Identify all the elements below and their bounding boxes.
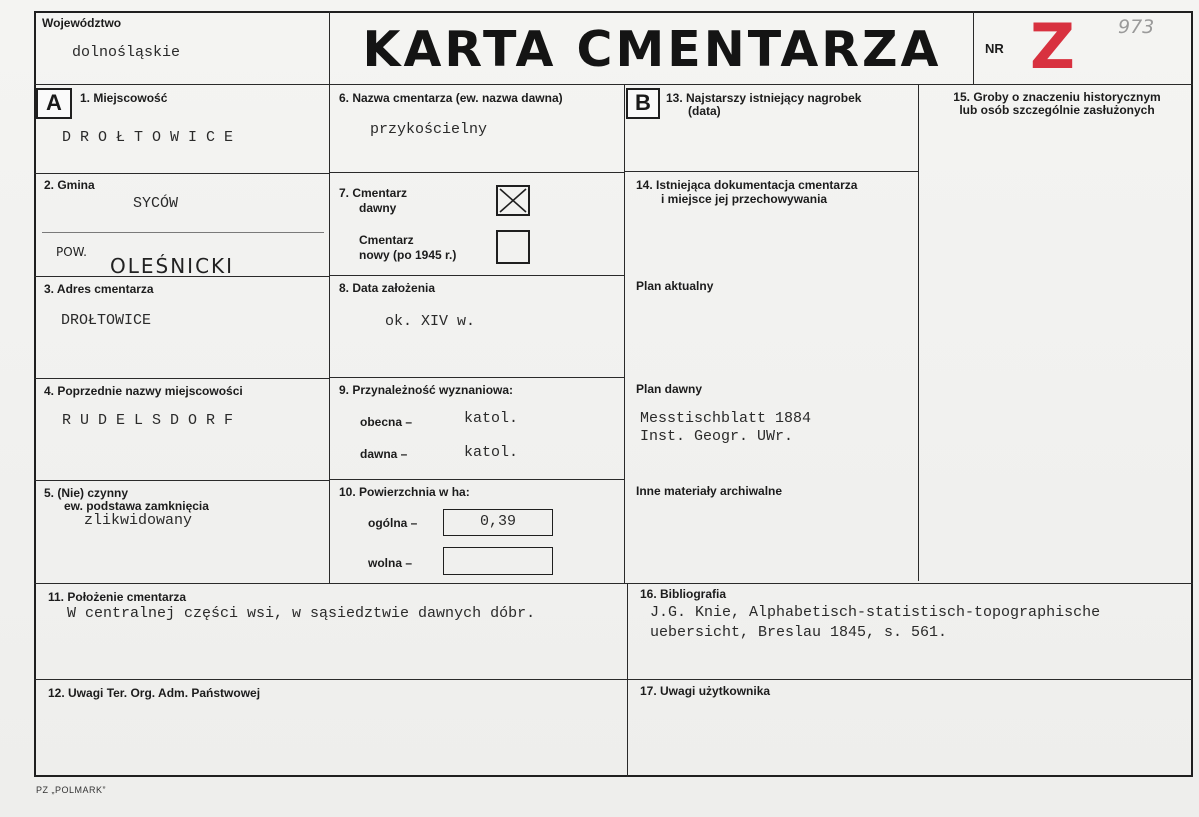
col-divider-2 (624, 84, 625, 583)
page-title: KARTA CMENTARZA (362, 21, 942, 78)
f13-label-2: (data) (688, 104, 721, 118)
header-divider-2 (973, 11, 974, 84)
f11-label: 11. Położenie cmentarza (48, 590, 187, 604)
f17-label: 17. Uwagi użytkownika (640, 684, 771, 698)
f4-value: RUDELSDORF (62, 412, 243, 429)
nr-handwritten: 973 (1118, 16, 1155, 38)
f10-free-field[interactable] (443, 547, 553, 575)
section-a-marker: A (36, 88, 72, 119)
cross-mark-icon (498, 187, 528, 214)
m-line-4 (329, 479, 624, 480)
a-line-1 (34, 173, 329, 174)
plan-old-value-2: Inst. Geogr. UWr. (640, 428, 794, 445)
f7b-label-1: Cmentarz (359, 233, 414, 247)
f5-label-1: 5. (Nie) czynny (44, 486, 129, 500)
plan-current-label: Plan aktualny (636, 279, 714, 293)
f11-value: W centralnej części wsi, w sąsiedztwie dawnych dóbr. (67, 605, 536, 622)
f15-label-2: lub osób szczególnie zasłużonych (959, 103, 1155, 117)
f3-value: DROŁTOWICE (61, 312, 152, 329)
f14-label-2: i miejsce jej przechowywania (661, 192, 828, 206)
bottom-divider (627, 583, 628, 777)
f2-label: 2. Gmina (44, 178, 95, 192)
f5-label-2: ew. podstawa zamknięcia (64, 499, 209, 513)
f13-label-1: 13. Najstarszy istniejący nagrobek (666, 91, 862, 105)
voivodeship-value: dolnośląskie (72, 44, 181, 61)
f9-former-label: dawna – (360, 447, 408, 461)
f9-label: 9. Przynależność wyznaniowa: (339, 383, 514, 397)
header-bottom-line (34, 84, 1193, 85)
f3-label: 3. Adres cmentarza (44, 282, 154, 296)
f6-label: 6. Nazwa cmentarza (ew. nazwa dawna) (339, 91, 563, 105)
f10-free-label: wolna – (368, 556, 413, 570)
nr-label: NR (985, 41, 1004, 56)
plan-old-label: Plan dawny (636, 382, 703, 396)
f7-new-checkbox[interactable] (496, 230, 530, 264)
f7-old-checkbox[interactable] (496, 185, 530, 216)
f4-label: 4. Poprzednie nazwy miejscowości (44, 384, 243, 398)
f9-former-value: katol. (464, 444, 519, 461)
f9-current-label: obecna – (360, 415, 413, 429)
f2-hand-prefix: POW. (56, 245, 87, 259)
f7b-label-2: nowy (po 1945 r.) (359, 248, 457, 262)
col-divider-1 (329, 84, 330, 583)
f2-hand-value: OLEŚNICKI (110, 254, 235, 278)
f2-value: SYCÓW (133, 195, 179, 212)
f10-total-value: 0,39 (479, 513, 516, 530)
bottom-line-1 (34, 583, 1193, 584)
m-line-2 (329, 275, 624, 276)
f8-value: ok. XIV w. (385, 313, 476, 330)
printer-imprint: PZ „POLMARK” (36, 785, 107, 795)
m-line-3 (329, 377, 624, 378)
f15-label-1: 15. Groby o znaczeniu historycznym (953, 90, 1161, 104)
f16-value-2: uebersicht, Breslau 1845, s. 561. (650, 624, 948, 641)
f9-current-value: katol. (464, 410, 519, 427)
f8-label: 8. Data założenia (339, 281, 436, 295)
col-divider-3 (918, 84, 919, 581)
b-line-1 (624, 171, 918, 172)
f6-value: przykościelny (370, 121, 488, 138)
f16-label: 16. Bibliografia (640, 587, 727, 601)
f14-label-1: 14. Istniejąca dokumentacja cmentarza (636, 178, 858, 192)
f10-label: 10. Powierzchnia w ha: (339, 485, 470, 499)
m-line-1 (329, 172, 624, 173)
f7-label-2: dawny (359, 201, 397, 215)
other-materials-label: Inne materiały archiwalne (636, 484, 783, 498)
f1-label: 1. Miejscowość (80, 91, 168, 105)
a-line-4 (34, 480, 329, 481)
f10-total-label: ogólna – (368, 516, 418, 530)
plan-old-value-1: Messtischblatt 1884 (640, 410, 812, 427)
voivodeship-label: Województwo (42, 16, 122, 30)
f16-value-1: J.G. Knie, Alphabetisch-statistisch-topographische (650, 604, 1101, 621)
section-b-marker: B (626, 88, 660, 119)
nr-stamp: Z (1030, 10, 1075, 83)
f12-label: 12. Uwagi Ter. Org. Adm. Państwowej (48, 686, 261, 700)
f5-value: zlikwidowany (84, 512, 193, 529)
a-thin-line (42, 232, 324, 233)
a-line-3 (34, 378, 329, 379)
header-divider-1 (329, 11, 330, 84)
f10-total-field[interactable] (443, 509, 553, 536)
f7-label-1: 7. Cmentarz (339, 186, 408, 200)
f1-value: DROŁTOWICE (62, 129, 243, 146)
bottom-line-2 (34, 679, 1193, 680)
